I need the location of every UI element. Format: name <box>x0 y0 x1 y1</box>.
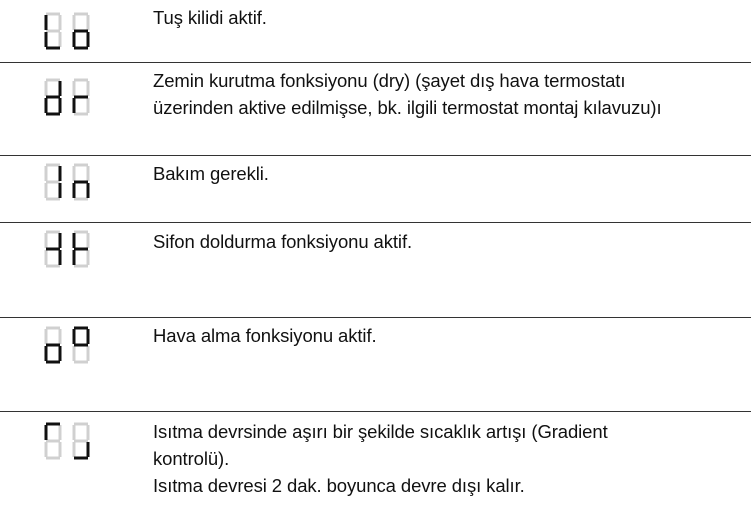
display-code-lo-icon <box>44 12 96 52</box>
row-venting-line: Hava alma fonksiyonu aktif. <box>153 325 377 346</box>
row-in-line: Bakım gerekli. <box>153 163 269 184</box>
row-lo-description <box>153 4 743 31</box>
row-gradient-line-3: Isıtma devresi 2 dak. boyunca devre dışı kalır. <box>153 475 525 496</box>
row-siphon-description <box>153 228 743 255</box>
display-code-venting-icon <box>44 326 96 366</box>
row-dr-line-2: üzerinden aktive edilmişse, bk. ilgili termostat montaj kılavuzu)ı <box>153 97 662 118</box>
row-divider <box>0 62 751 63</box>
row-dr-description <box>153 67 743 121</box>
display-code-gradient-icon <box>44 422 96 462</box>
row-dr-line-1: Zemin kurutma fonksiyonu (dry) (şayet dış hava termostatı <box>153 70 626 91</box>
display-code-in-icon <box>44 163 96 203</box>
row-in-description <box>153 160 743 187</box>
row-divider <box>0 155 751 156</box>
row-divider <box>0 222 751 223</box>
row-lo-line: Tuş kilidi aktif. <box>153 7 267 28</box>
row-gradient-description <box>153 418 743 499</box>
row-divider <box>0 411 751 412</box>
row-gradient-line-2: kontrolü). <box>153 448 230 469</box>
row-siphon-line: Sifon doldurma fonksiyonu aktif. <box>153 231 413 252</box>
row-venting-description <box>153 322 743 349</box>
display-code-dr-icon <box>44 78 96 118</box>
display-code-siphon-icon <box>44 230 96 270</box>
row-gradient-line-1: Isıtma devrsinde aşırı bir şekilde sıcaklık artışı (Gradient <box>153 421 608 442</box>
row-divider <box>0 317 751 318</box>
